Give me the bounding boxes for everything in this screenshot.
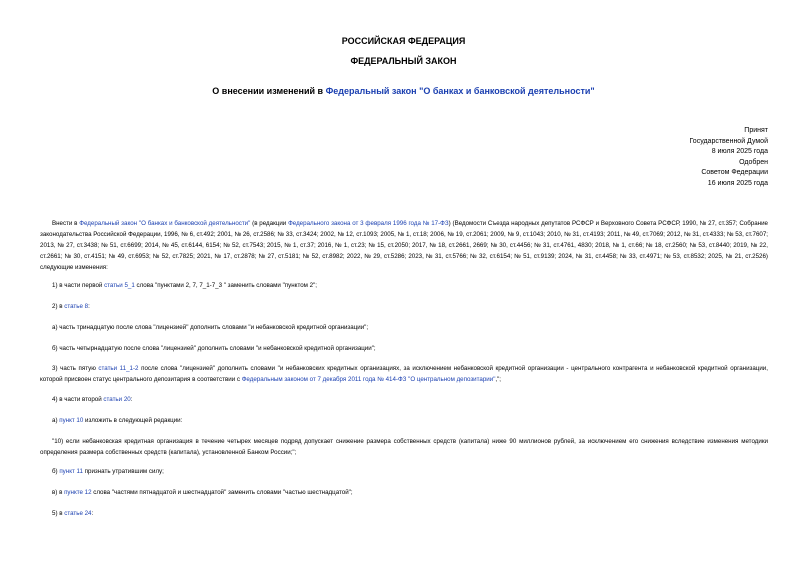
text: в) в <box>52 489 65 496</box>
law-link[interactable]: Федеральным законом от 7 декабря 2011 года № 414-ФЗ "О центральном депозитарии" <box>241 376 496 383</box>
adoption-line: Государственной Думой <box>689 137 768 145</box>
article-link[interactable]: статье 24 <box>64 510 92 517</box>
text: Внести в <box>52 220 80 227</box>
text: ) (Ведомости Съезда народных депутатов РСФСР и Верховного Совета РСФСР, 1990, № 27, ст.357; Собрание законодательства Российской Федерации, 1996, № 6, ст.492; 2001, № 26, ст.2586; № 33, ст.3424; 2002, № 12, ст.1093; 2005, № 1, ст.18; 2006, № 19, ст.2061; 2009, № 9, ст.1043; 2010, № 31, ст.4193; 2011, № 49, ст.7069; 2012, № 31, ст.4333; № 53, ст.7607; 2013, № 27, ст.3438; № 51, ст.6699; 2014, № 45, ст.6144, 6154; № 52, ст.7543; 2015, № 1, ст.37; 2016, № 1, ст.23; № 15, ст.2050; 2017, № 18, ст.2661, 2669; № 30, ст.4456; № 31, ст.4761, 4830; 2018, № 1, ст.66; № 18, ст.2560; № 53, ст.8440; 2019, № 22, ст.2661; № 30, ст.4151; № 49, ст.6953; № 52, ст.7825; 2021, № 17, ст.2878; № 27, ст.5181; № 52, ст.8982; 2022, № 29, ст.5286; 2023, № 31, ст.5766; № 32, ст.6154; № 51, ст.9139; 2024, № 31, ст.4458; № 33, ст.4971; № 53, ст.8532; 2025, № 21, ст.2526) следующие изменения: <box>40 220 768 271</box>
law-link[interactable]: Федерального закона от 3 февраля 1996 года № 17-ФЗ <box>288 220 449 227</box>
adoption-line: 16 июля 2025 года <box>707 179 768 187</box>
text: ,"; <box>495 376 502 383</box>
paragraph-item-2 <box>40 301 768 312</box>
text: 5) в <box>52 510 65 517</box>
adoption-block <box>689 126 768 189</box>
paragraph-item-4b <box>40 466 768 477</box>
article-link[interactable]: статьи 11_1-2 <box>98 365 139 372</box>
clause-link[interactable]: пункт 11 <box>59 468 83 475</box>
document-title <box>0 86 807 96</box>
header-country: РОССИЙСКАЯ ФЕДЕРАЦИЯ <box>341 36 466 46</box>
text: 4) в части второй <box>52 396 104 403</box>
paragraph-item-4c <box>40 487 768 498</box>
text: 2) в <box>52 303 65 310</box>
law-link[interactable]: Федеральный закон "О банках и банковской деятельности" <box>79 220 251 227</box>
header-law-type: ФЕДЕРАЛЬНЫЙ ЗАКОН <box>350 56 457 66</box>
clause-link[interactable]: пункт 10 <box>59 417 84 424</box>
text: 3) часть пятую <box>52 365 99 372</box>
paragraph-item-4a <box>40 415 768 426</box>
text: : <box>91 510 94 517</box>
text: : <box>130 396 133 403</box>
text: 1) в части первой <box>52 282 105 289</box>
text: а) <box>52 417 60 424</box>
text: признать утратившим силу; <box>82 468 164 475</box>
paragraph-item-1 <box>40 280 768 291</box>
text: б) <box>52 468 60 475</box>
adoption-line: Советом Федерации <box>701 169 768 176</box>
text: слова "частями пятнадцатой и шестнадцатой" заменить словами "частью шестнадцатой"; <box>91 489 353 496</box>
adoption-line: Принят <box>744 127 768 134</box>
article-link[interactable]: статьи 5_1 <box>104 282 135 289</box>
paragraph-item-2a: а) часть тринадцатую после слова "лицензией" дополнить словами "и небанковской кредитной организации"; <box>52 324 369 331</box>
paragraph-intro <box>40 218 768 273</box>
text: после слова "лицензией" дополнить словами "и небанковских кредитных организациях, за исключением небанковской кредитной организации - центрального контрагента и небанковской кредитной организации, которой присвоен статус центрального депозитария в соответствии с <box>40 365 768 383</box>
text: слова "пунктами 2, 7, 7_1-7_3 " заменить словами "пунктом 2"; <box>134 282 317 289</box>
text: (в редакции <box>250 220 289 227</box>
text: : <box>88 303 90 310</box>
paragraph-item-4 <box>40 394 768 405</box>
title-law-link[interactable]: Федеральный закон "О банках и банковской деятельности" <box>325 86 595 96</box>
adoption-line: Одобрен <box>739 158 768 166</box>
adoption-line: 8 июля 2025 года <box>711 148 768 155</box>
article-link[interactable]: статьи 20 <box>103 396 131 403</box>
text: изложить в следующей редакции: <box>83 417 183 424</box>
paragraph-item-3 <box>40 363 768 385</box>
paragraph-quoted-clause: "10) если небанковская кредитная организация в течение четырех месяцев подряд допускает снижение размера собственных средств (капитала) ниже 90 миллионов рублей, за исключением его снижения вследствие изменения методики определения размера собственных средств (капитала), установленной Банком России;"; <box>40 438 768 456</box>
article-link[interactable]: статье 8 <box>64 303 89 310</box>
clause-link[interactable]: пункте 12 <box>64 489 92 496</box>
title-prefix: О внесении изменений в <box>212 86 326 96</box>
paragraph-item-5 <box>40 508 768 519</box>
paragraph-item-2b: б) часть четырнадцатую после слова "лицензией" дополнить словами "и небанковской кредитной организации"; <box>52 345 376 352</box>
